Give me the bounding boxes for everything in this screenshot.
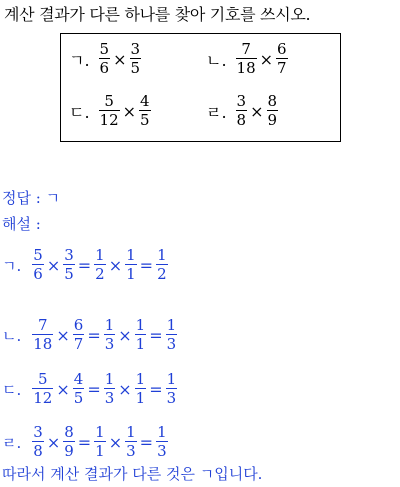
numerator: 3 bbox=[33, 423, 43, 441]
numerator: 1 bbox=[157, 246, 167, 264]
numerator: 4 bbox=[73, 370, 84, 388]
fraction bbox=[93, 425, 107, 459]
operator: × bbox=[46, 255, 61, 275]
fraction bbox=[155, 248, 169, 282]
operator: × bbox=[122, 101, 137, 121]
fraction bbox=[155, 425, 169, 459]
numerator: 1 bbox=[166, 370, 177, 388]
fraction bbox=[31, 372, 54, 406]
denominator: 3 bbox=[157, 442, 167, 460]
numerator: 5 bbox=[38, 370, 48, 388]
fraction bbox=[103, 318, 117, 352]
numerator: 8 bbox=[64, 423, 74, 441]
numerator: 1 bbox=[126, 423, 136, 441]
denominator: 3 bbox=[166, 389, 177, 407]
choice-item bbox=[69, 42, 142, 76]
fraction bbox=[72, 318, 86, 352]
operator: × bbox=[250, 101, 264, 121]
fraction bbox=[62, 425, 76, 459]
solution-label: ㄱ. bbox=[2, 256, 22, 275]
fraction bbox=[98, 42, 112, 76]
denominator: 9 bbox=[64, 442, 74, 460]
numerator: 6 bbox=[277, 40, 287, 58]
operator: × bbox=[56, 325, 70, 345]
solution-label: ㄷ. bbox=[2, 380, 22, 399]
numerator: 5 bbox=[104, 92, 114, 110]
denominator: 3 bbox=[166, 335, 177, 353]
denominator: 1 bbox=[135, 335, 146, 353]
fraction bbox=[31, 318, 54, 352]
denominator: 6 bbox=[33, 265, 43, 283]
fraction bbox=[98, 94, 121, 128]
solution-line bbox=[2, 318, 178, 352]
choice-label: ㄴ. bbox=[206, 50, 227, 70]
numerator: 1 bbox=[126, 246, 136, 264]
denominator: 5 bbox=[73, 389, 84, 407]
fraction bbox=[138, 94, 152, 128]
solution-label: ㄹ. bbox=[2, 433, 22, 452]
operator: × bbox=[108, 432, 123, 452]
denominator: 5 bbox=[64, 265, 74, 283]
fraction bbox=[266, 94, 280, 128]
operator: × bbox=[118, 379, 132, 399]
solution-line bbox=[2, 248, 169, 282]
operator: × bbox=[56, 379, 70, 399]
fraction bbox=[124, 248, 138, 282]
choices-box bbox=[60, 33, 341, 142]
denominator: 7 bbox=[73, 335, 84, 353]
denominator: 1 bbox=[135, 389, 146, 407]
denominator: 5 bbox=[130, 59, 141, 77]
fraction bbox=[93, 248, 107, 282]
choice-item bbox=[206, 42, 289, 76]
operator: = bbox=[149, 325, 163, 345]
fraction bbox=[124, 425, 138, 459]
fraction bbox=[31, 425, 45, 459]
numerator: 5 bbox=[99, 40, 110, 58]
denominator: 3 bbox=[104, 335, 115, 353]
numerator: 3 bbox=[130, 40, 141, 58]
numerator: 1 bbox=[95, 246, 105, 264]
operator: × bbox=[46, 432, 61, 452]
fraction bbox=[103, 372, 117, 406]
fraction bbox=[129, 42, 143, 76]
fraction bbox=[275, 42, 289, 76]
choice-item bbox=[69, 94, 152, 128]
explanation-heading: 해설 : bbox=[2, 215, 41, 233]
numerator: 1 bbox=[166, 316, 177, 334]
denominator: 3 bbox=[104, 389, 115, 407]
operator: × bbox=[259, 49, 274, 69]
numerator: 6 bbox=[73, 316, 84, 334]
conclusion-text: 따라서 계산 결과가 다른 것은 ㄱ입니다. bbox=[2, 465, 263, 483]
operator: = bbox=[87, 325, 101, 345]
denominator: 12 bbox=[99, 111, 119, 129]
fraction bbox=[134, 318, 148, 352]
denominator: 3 bbox=[126, 442, 136, 460]
fraction bbox=[165, 318, 179, 352]
numerator: 3 bbox=[236, 92, 247, 110]
fraction bbox=[31, 248, 45, 282]
operator: × bbox=[118, 325, 132, 345]
operator: = bbox=[87, 379, 101, 399]
denominator: 18 bbox=[33, 335, 53, 353]
fraction bbox=[235, 94, 249, 128]
operator: = bbox=[149, 379, 163, 399]
denominator: 9 bbox=[267, 111, 278, 129]
numerator: 1 bbox=[95, 423, 105, 441]
numerator: 8 bbox=[267, 92, 278, 110]
numerator: 1 bbox=[135, 316, 146, 334]
operator: × bbox=[113, 49, 127, 69]
answer-line: 정답 : ㄱ bbox=[2, 189, 61, 207]
fraction bbox=[165, 372, 179, 406]
solution-line bbox=[2, 372, 178, 406]
numerator: 7 bbox=[38, 316, 48, 334]
denominator: 5 bbox=[140, 111, 150, 129]
numerator: 4 bbox=[140, 92, 150, 110]
operator: = bbox=[77, 432, 92, 452]
denominator: 1 bbox=[95, 442, 105, 460]
numerator: 5 bbox=[33, 246, 43, 264]
choice-label: ㄱ. bbox=[69, 50, 90, 70]
denominator: 2 bbox=[157, 265, 167, 283]
denominator: 8 bbox=[33, 442, 43, 460]
numerator: 1 bbox=[157, 423, 167, 441]
denominator: 18 bbox=[236, 59, 256, 77]
denominator: 1 bbox=[126, 265, 136, 283]
choice-label: ㄷ. bbox=[69, 102, 90, 122]
denominator: 6 bbox=[99, 59, 110, 77]
question-text: 계산 결과가 다른 하나를 찾아 기호를 쓰시오. bbox=[4, 5, 311, 24]
numerator: 1 bbox=[104, 370, 115, 388]
choice-label: ㄹ. bbox=[206, 102, 227, 122]
operator: × bbox=[108, 255, 123, 275]
numerator: 7 bbox=[241, 40, 251, 58]
numerator: 3 bbox=[64, 246, 74, 264]
solution-line bbox=[2, 425, 169, 459]
denominator: 7 bbox=[277, 59, 287, 77]
choice-item bbox=[206, 94, 279, 128]
fraction bbox=[134, 372, 148, 406]
numerator: 1 bbox=[104, 316, 115, 334]
operator: = bbox=[77, 255, 92, 275]
denominator: 2 bbox=[95, 265, 105, 283]
solution-label: ㄴ. bbox=[2, 326, 22, 345]
fraction bbox=[62, 248, 76, 282]
operator: = bbox=[139, 255, 154, 275]
denominator: 8 bbox=[236, 111, 247, 129]
denominator: 12 bbox=[33, 389, 53, 407]
fraction bbox=[235, 42, 258, 76]
operator: = bbox=[139, 432, 154, 452]
numerator: 1 bbox=[135, 370, 146, 388]
fraction bbox=[72, 372, 86, 406]
